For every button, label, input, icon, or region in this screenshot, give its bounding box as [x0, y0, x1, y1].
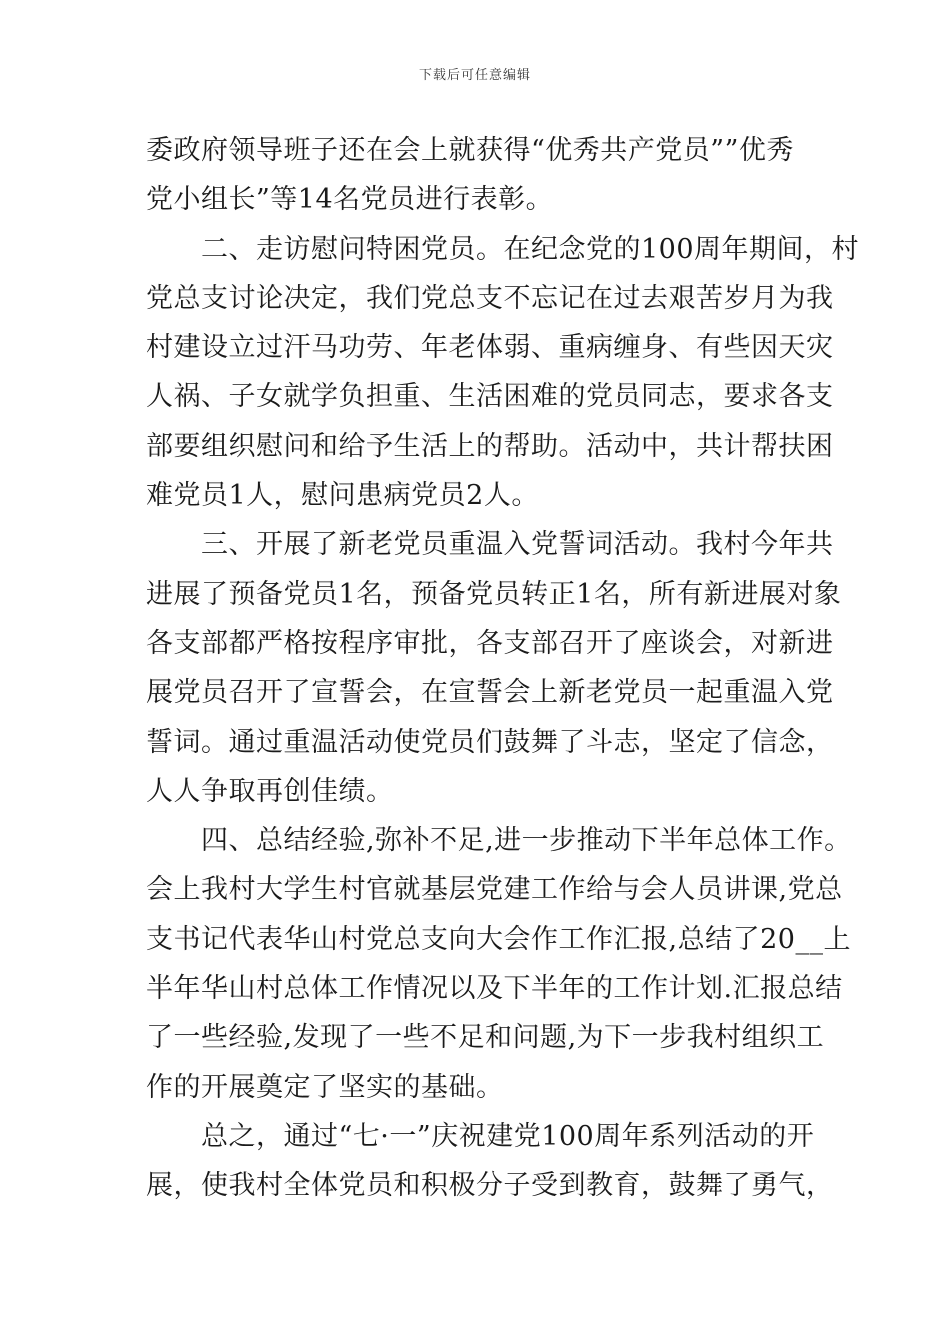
text-line: 党小组长”等14名党员进行表彰。 — [146, 184, 554, 216]
text-line: 部要组织慰问和给予生活上的帮助。活动中，共计帮扶困 — [146, 430, 834, 462]
text-line: 村建设立过汗马功劳、年老体弱、重病缠身、有些因天灾 — [146, 332, 834, 364]
text-line: 各支部都严格按程序审批，各支部召开了座谈会，对新进 — [146, 627, 834, 659]
text-line: 作的开展奠定了坚实的基础。 — [146, 1071, 504, 1103]
page-header: 下载后可任意编辑 — [418, 68, 531, 83]
text-line: 誓词。通过重温活动使党员们鼓舞了斗志，坚定了信念， — [146, 726, 834, 758]
text-line: 展党员召开了宣誓会，在宣誓会上新老党员一起重温入党 — [146, 677, 834, 709]
text-line: 支书记代表华山村党总支向大会作工作汇报,总结了20__上 — [146, 923, 851, 955]
text-line: 了一些经验,发现了一些不足和问题,为下一步我村组织工 — [146, 1022, 825, 1054]
text-line: 委政府领导班子还在会上就获得“优秀共产党员””优秀 — [146, 135, 794, 166]
text-line: 人祸、子女就学负担重、生活困难的党员同志，要求各支 — [146, 381, 834, 413]
text-line: 人人争取再创佳绩。 — [146, 775, 394, 807]
text-line: 会上我村大学生村官就基层党建工作给与会人员讲课,党总 — [146, 874, 843, 906]
text-line: 展，使我村全体党员和积极分子受到教育，鼓舞了勇气， — [146, 1170, 834, 1202]
text-line: 党总支讨论决定，我们党总支不忘记在过去艰苦岁月为我 — [146, 282, 834, 314]
text-line: 难党员1人，慰问患病党员2人。 — [146, 480, 539, 512]
text-line: 四、总结经验,弥补不足,进一步推动下半年总体工作。 — [146, 825, 852, 857]
text-line: 半年华山村总体工作情况以及下半年的工作计划.汇报总结 — [146, 973, 843, 1005]
text-line: 三、开展了新老党员重温入党誓词活动。我村今年共 — [146, 529, 834, 561]
text-line: 总之，通过“七·一”庆祝建党100周年系列活动的开 — [146, 1120, 815, 1152]
text-line: 二、走访慰问特困党员。在纪念党的100周年期间，村 — [146, 233, 860, 265]
document-body — [146, 126, 860, 1211]
text-line: 进展了预备党员1名，预备党员转正1名，所有新进展对象 — [146, 578, 842, 610]
